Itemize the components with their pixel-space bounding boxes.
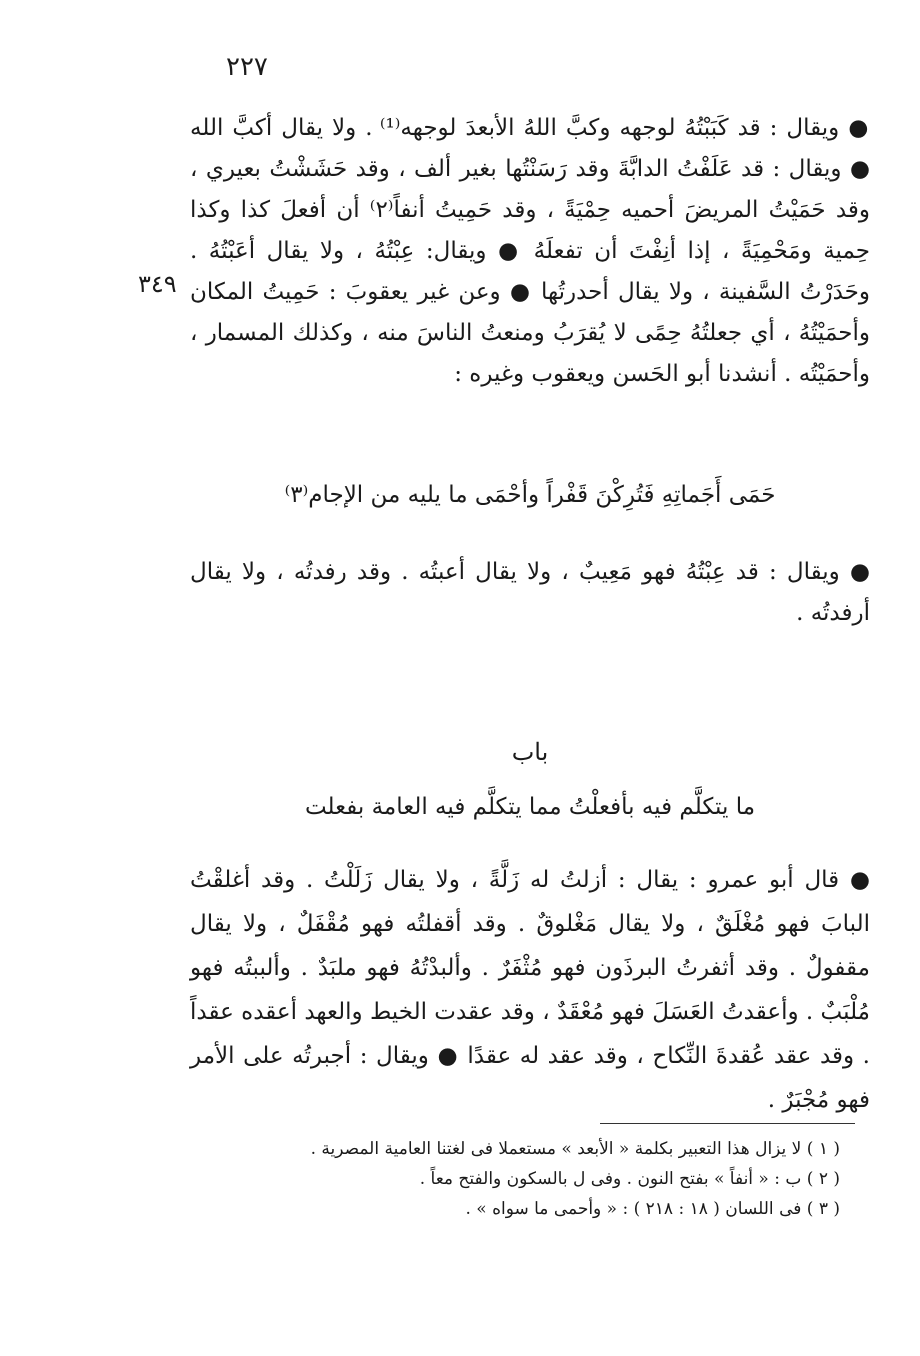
section-title: باب	[511, 738, 549, 766]
paragraph-1: ● ويقال : قد كَبَبْتُهُ لوجهه وكبَّ اللهُ الأبعدَ لوجهه⁽¹⁾ . ولا يقال أكبَّ الله ● ويقال : قد عَلَفْتُ الدابَّةَ وقد رَسَنْتُها بغير ألف ، وقد حَشَشْتُ بعيري ، وقد حَمَيْتُ المريضَ أحميه حِمْيَةً ، وقد حَمِيتُ أنفاً⁽٢⁾ أن أفعلَ كذا وكذا حِمية ومَحْمِيَةً ، إذا أنِفْتَ أن تفعلَهُ ● ويقال: عِبْتُهُ ، ولا يقال أعَبْتُهُ . وحَدَرْتُ السَّفينة ، ولا يقال أحدرتُها ● وعن غير يعقوبَ : حَمِيتُ المكان وأحمَيْتُهُ ، أي جعلتُهُ حِمًى لا يُقرَبُ ومنعتُ الناسَ منه ، وكذلك المسمار ، وأحمَيْتُه . أنشدنا أبو الحَسن ويعقوب وغيره :	[190, 115, 870, 387]
paragraph-3: ● قال أبو عمرو : يقال : أزلتُ له زَلَّةً ، ولا يقال زَلَلْتُ . وقد أغلقْتُ البابَ فهو مُغْلَقٌ ، ولا يقال مَغْلوقٌ . وقد أقفلتُه فهو مُقْفَلٌ ، ولا يقال مقفولٌ . وقد أثفرتُ البرذَون فهو مُثْفَرٌ . وألبدْتُهُ فهو ملبَدٌ . وألببتُه فهو مُلْبَبٌ . وأعقدتُ العَسَلَ فهو مُعْقَدٌ ، وقد عقدت الخيط والعهد أعقده عقداً . وقد عقد عُقدةَ النِّكاح ، وقد عقد له عقدًا ● ويقال : أجبرتُه على الأمر فهو مُجْبَرٌ .	[190, 867, 870, 1113]
footnotes	[190, 1134, 840, 1224]
footnote-divider	[600, 1123, 855, 1124]
margin-number: ٣٤٩	[138, 270, 177, 298]
page-number: ٢٢٧	[226, 52, 268, 82]
section-subtitle: ما يتكلَّم فيه بأفعلْتُ مما يتكلَّم فيه العامة بفعلت	[304, 794, 756, 820]
paragraph-2: ● ويقال : قد عِبْتُهُ فهو مَعِيبٌ ، ولا يقال أعبتُه . وقد رفدتُه ، ولا يقال أرفدتُه .	[190, 559, 870, 626]
footnote-1: ( ١ ) لا يزال هذا التعبير بكلمة « الأبعد » مستعملا فى لغتنا العامية المصرية .	[310, 1139, 840, 1159]
poetry-verse: حَمَى أَجَماتِهِ فَتُرِكْنَ قَفْراً وأحْمَى ما يليه من الإجام⁽٣⁾	[284, 482, 776, 508]
footnote-3: ( ٣ ) فى اللسان ( ١٨ : ٢١٨ ) : « وأحمى ما سواه » .	[465, 1199, 840, 1219]
footnote-2: ( ٢ ) ب : « أنفاً » بفتح النون . وفى ل بالسكون والفتح معاً .	[419, 1169, 840, 1189]
